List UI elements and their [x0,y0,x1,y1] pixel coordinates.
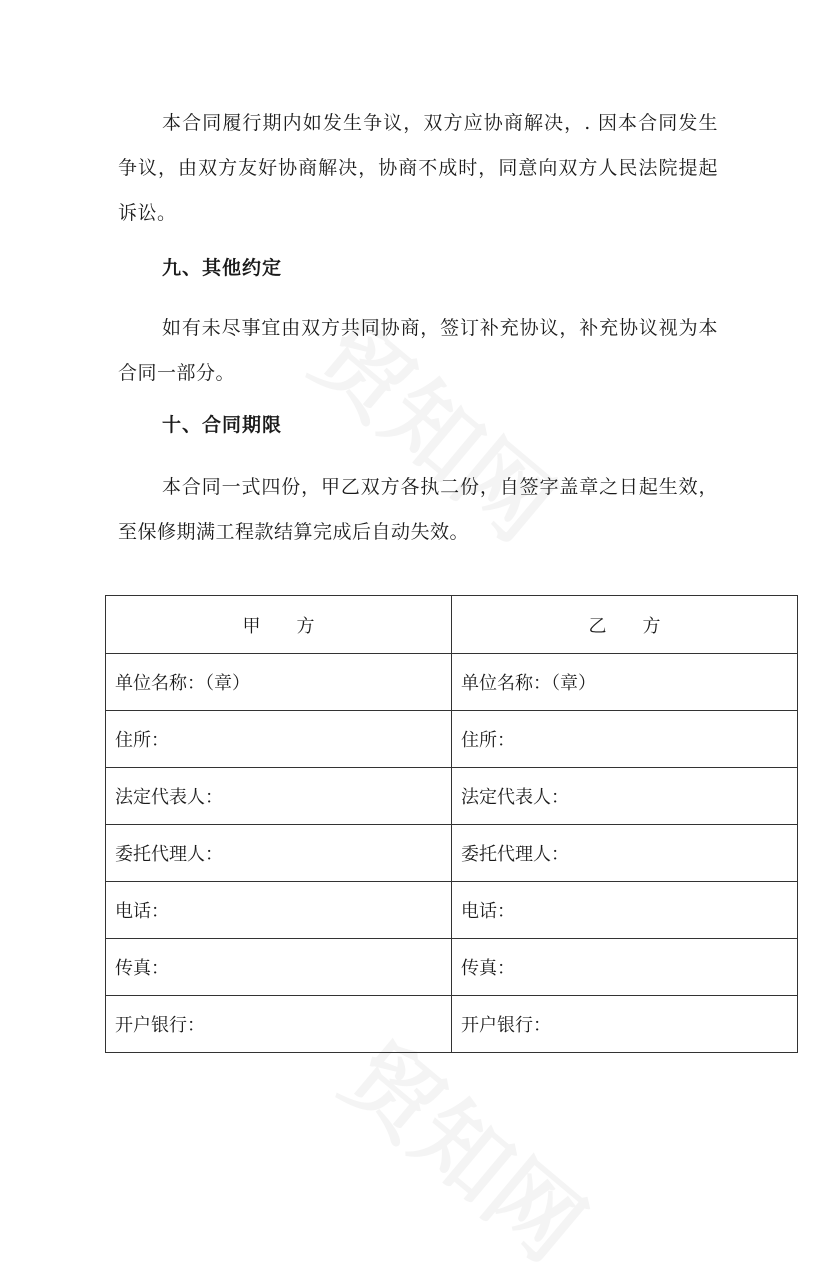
section-9-title: 九、其他约定 [162,257,283,279]
party-b-fax: 传真： [452,939,798,996]
party-a-phone: 电话： [106,882,452,939]
party-b-phone: 电话： [452,882,798,939]
party-a-fax: 传真： [106,939,452,996]
party-a-unit-name: 单位名称：（章） [106,654,452,711]
party-b-unit-name: 单位名称：（章） [452,654,798,711]
table-row [106,825,798,882]
section-9-paragraph: 如有未尽事宜由双方共同协商，签订补充协议，补充协议视为本合同一部分。 [118,317,718,384]
party-b-legal-rep: 法定代表人： [452,768,798,825]
section-10-paragraph: 本合同一式四份，甲乙双方各执二份，自签字盖章之日起生效，至保修期满工程款结算完成后自动失效。 [118,476,718,543]
party-b-agent: 委托代理人： [452,825,798,882]
table-row [106,882,798,939]
table-row [106,654,798,711]
section-10-title: 十、合同期限 [162,414,283,436]
party-b-address: 住所： [452,711,798,768]
party-a-legal-rep: 法定代表人： [106,768,452,825]
party-a-header: 甲方 [106,596,452,654]
party-a-agent: 委托代理人： [106,825,452,882]
table-row [106,711,798,768]
table-row [106,768,798,825]
party-b-bank: 开户银行： [452,996,798,1053]
party-a-address: 住所： [106,711,452,768]
table-row [106,996,798,1053]
party-a-bank: 开户银行： [106,996,452,1053]
table-row [106,939,798,996]
party-b-header: 乙方 [452,596,798,654]
signature-table-header [106,596,798,654]
signature-table [105,595,798,1053]
dispute-paragraph: 本合同履行期内如发生争议，双方应协商解决，. 因本合同发生争议，由双方友好协商解决，协商不成时，同意向双方人民法院提起诉讼。 [118,112,718,224]
